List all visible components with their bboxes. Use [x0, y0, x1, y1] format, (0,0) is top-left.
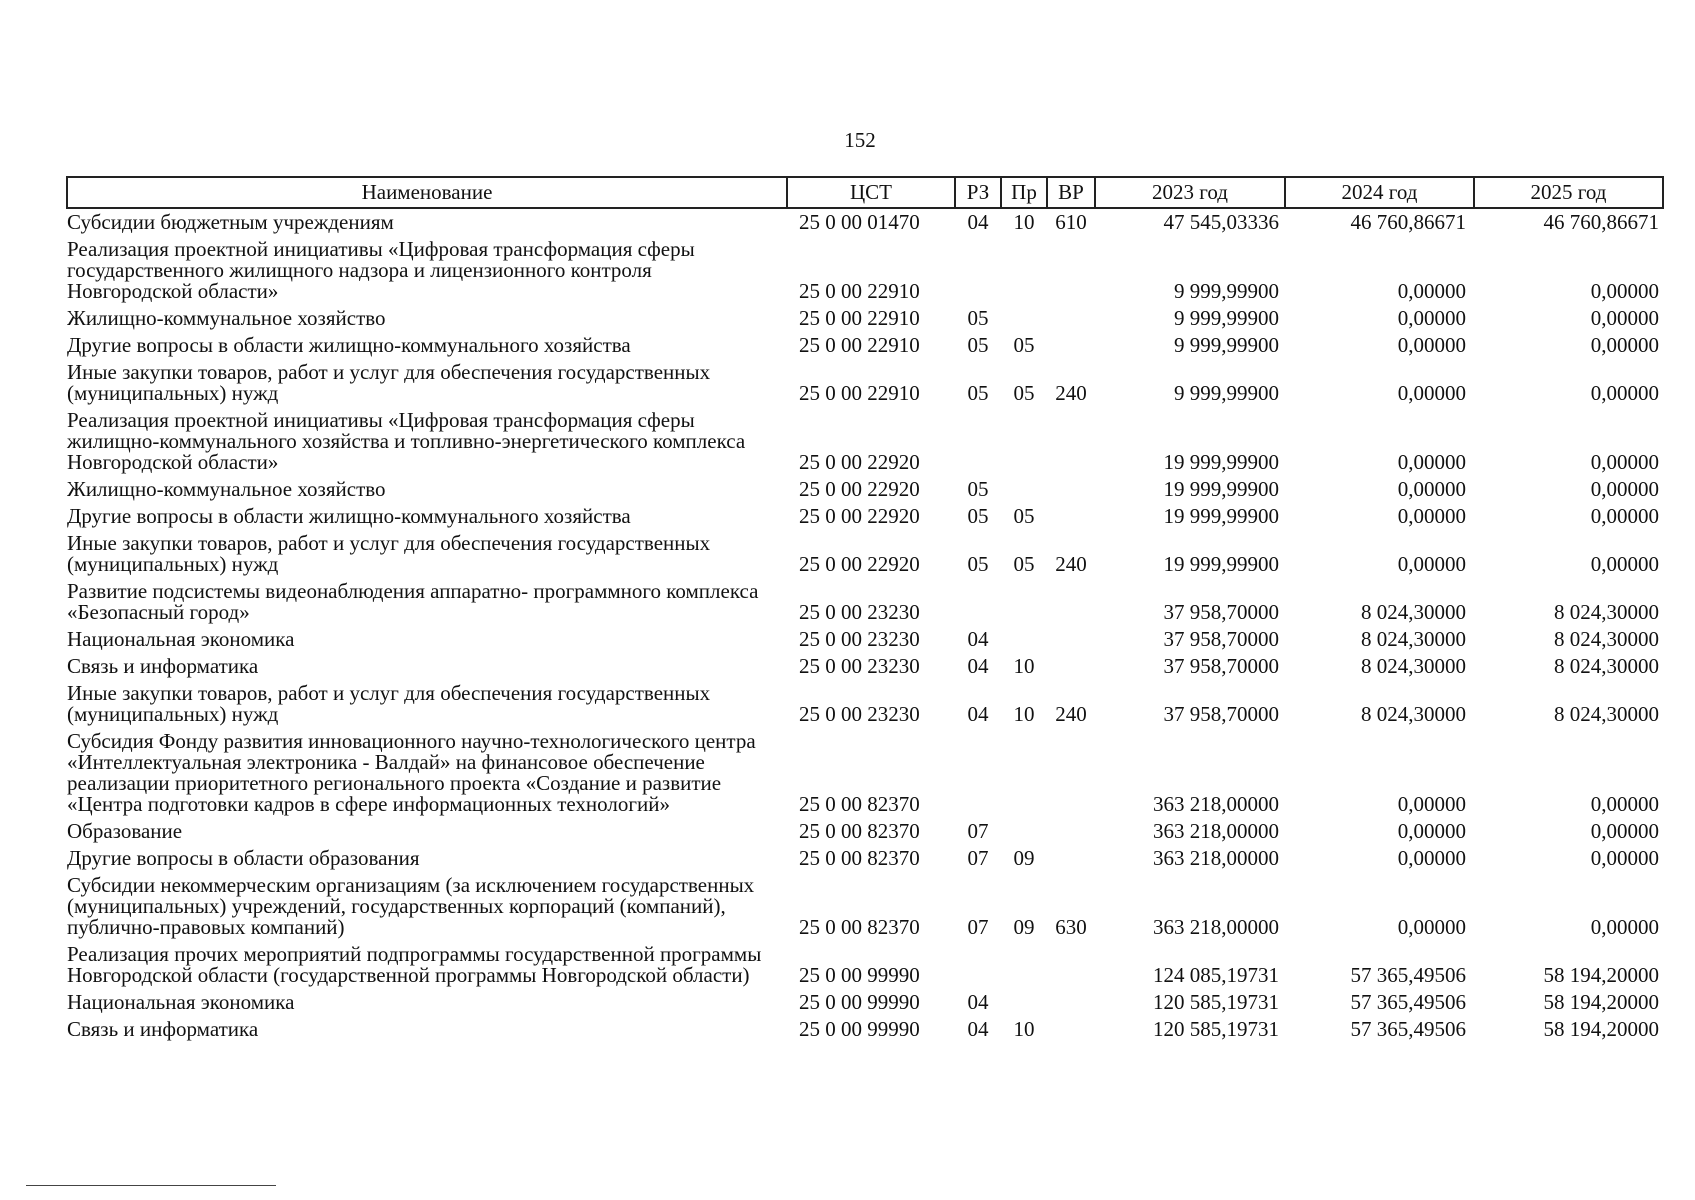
- table-header: [67, 177, 1663, 208]
- cell-rz: [955, 578, 1001, 626]
- cell-2023: 37 958,70000: [1163, 627, 1279, 651]
- table-row: [67, 989, 1663, 1016]
- cell-2023: 9 999,99900: [1174, 279, 1279, 303]
- cell-2024: 0,00000: [1397, 846, 1466, 870]
- table-row: [67, 872, 1663, 941]
- table-row: [67, 626, 1663, 653]
- cell-2023: 363 218,00000: [1153, 915, 1279, 939]
- cell-vr: [1047, 989, 1095, 1016]
- cell-2025: 0,00000: [1590, 306, 1659, 330]
- cell-vr: [1047, 728, 1095, 818]
- table-row: [67, 407, 1663, 476]
- cell-2025: 0,00000: [1590, 792, 1659, 816]
- cell-2024: 46 760,86671: [1350, 210, 1466, 234]
- cell-2024: 57 365,49506: [1350, 990, 1466, 1014]
- cell-2025: 0,00000: [1590, 279, 1659, 303]
- cell-vr: 630: [1055, 915, 1087, 939]
- cell-cst: 25 0 00 22910: [799, 333, 920, 357]
- cell-vr: [1047, 653, 1095, 680]
- cell-2025: 0,00000: [1590, 333, 1659, 357]
- cell-2025: 8 024,30000: [1554, 702, 1659, 726]
- cell-2024: 8 024,30000: [1361, 702, 1466, 726]
- cell-2023: 37 958,70000: [1163, 702, 1279, 726]
- cell-cst: 25 0 00 99990: [799, 990, 920, 1014]
- cell-2023: 363 218,00000: [1153, 792, 1279, 816]
- table-row: [67, 845, 1663, 872]
- header-2024: 2024 год: [1285, 177, 1474, 208]
- table-row: [67, 476, 1663, 503]
- cell-name: Иные закупки товаров, работ и услуг для обеспечения государственных (муниципальных) нужд: [67, 681, 711, 726]
- cell-pr: 10: [1013, 210, 1035, 234]
- cell-rz: 04: [967, 210, 989, 234]
- cell-cst: 25 0 00 22920: [799, 552, 920, 576]
- table-row: [67, 359, 1663, 407]
- cell-vr: [1047, 236, 1095, 305]
- page-number: 152: [844, 128, 876, 152]
- cell-rz: 04: [967, 1017, 989, 1041]
- cell-2024: 0,00000: [1397, 306, 1466, 330]
- cell-2023: 37 958,70000: [1163, 654, 1279, 678]
- cell-2024: 0,00000: [1397, 477, 1466, 501]
- cell-pr: [1001, 305, 1047, 332]
- cell-pr: 05: [1013, 381, 1035, 405]
- cell-cst: 25 0 00 22910: [799, 381, 920, 405]
- cell-2023: 120 585,19731: [1153, 1017, 1279, 1041]
- cell-vr: 240: [1055, 552, 1087, 576]
- cell-cst: 25 0 00 22910: [799, 306, 920, 330]
- cell-2023: 363 218,00000: [1153, 819, 1279, 843]
- cell-2023: 363 218,00000: [1153, 846, 1279, 870]
- cell-2024: 0,00000: [1397, 333, 1466, 357]
- cell-cst: 25 0 00 82370: [799, 915, 920, 939]
- cell-name: Развитие подсистемы видеонаблюдения аппаратно- программного комплекса «Безопасный город»: [67, 579, 759, 624]
- cell-name: Национальная экономика: [67, 990, 295, 1014]
- cell-rz: 07: [967, 915, 989, 939]
- cell-name: Реализация проектной инициативы «Цифровая трансформация сферы жилищно-коммунального хозяйства и топливно-энергетического комплекса Новгородской области»: [67, 408, 746, 474]
- cell-rz: 05: [967, 381, 989, 405]
- table-row: [67, 503, 1663, 530]
- cell-pr: [1001, 989, 1047, 1016]
- cell-2024: 8 024,30000: [1361, 627, 1466, 651]
- cell-name: Другие вопросы в области жилищно-коммунального хозяйства: [67, 333, 631, 357]
- table-row: [67, 578, 1663, 626]
- cell-vr: 610: [1055, 210, 1087, 234]
- cell-cst: 25 0 00 23230: [799, 627, 920, 651]
- cell-pr: [1001, 578, 1047, 626]
- cell-pr: [1001, 818, 1047, 845]
- cell-2025: 8 024,30000: [1554, 627, 1659, 651]
- cell-rz: 07: [967, 819, 989, 843]
- cell-cst: 25 0 00 99990: [799, 1017, 920, 1041]
- cell-name: Иные закупки товаров, работ и услуг для обеспечения государственных (муниципальных) нужд: [67, 360, 711, 405]
- table-row: [67, 332, 1663, 359]
- cell-name: Реализация проектной инициативы «Цифровая трансформация сферы государственного жилищного надзора и лицензионного контроля Новгородской области»: [67, 237, 695, 303]
- header-rz: РЗ: [955, 177, 1001, 208]
- cell-name: Субсидии бюджетным учреждениям: [67, 210, 394, 234]
- cell-rz: 05: [967, 552, 989, 576]
- cell-cst: 25 0 00 82370: [799, 819, 920, 843]
- cell-2024: 57 365,49506: [1350, 1017, 1466, 1041]
- cell-cst: 25 0 00 23230: [799, 654, 920, 678]
- header-pr: Пр: [1001, 177, 1047, 208]
- cell-cst: 25 0 00 82370: [799, 846, 920, 870]
- cell-rz: 04: [967, 627, 989, 651]
- cell-2024: 0,00000: [1397, 504, 1466, 528]
- cell-pr: [1001, 236, 1047, 305]
- cell-2023: 9 999,99900: [1174, 381, 1279, 405]
- cell-rz: 05: [967, 306, 989, 330]
- cell-vr: [1047, 1016, 1095, 1043]
- cell-2024: 0,00000: [1397, 915, 1466, 939]
- cell-pr: 09: [1013, 846, 1035, 870]
- cell-name: Иные закупки товаров, работ и услуг для обеспечения государственных (муниципальных) нужд: [67, 531, 711, 576]
- cell-pr: 05: [1013, 333, 1035, 357]
- cell-rz: [955, 728, 1001, 818]
- cell-cst: 25 0 00 23230: [799, 600, 920, 624]
- cell-name: Жилищно-коммунальное хозяйство: [67, 306, 386, 330]
- cell-2023: 124 085,19731: [1153, 963, 1279, 987]
- cell-cst: 25 0 00 22920: [799, 477, 920, 501]
- header-row: [67, 177, 1663, 208]
- cell-name: Жилищно-коммунальное хозяйство: [67, 477, 386, 501]
- cell-2025: 0,00000: [1590, 915, 1659, 939]
- cell-2023: 19 999,99900: [1163, 477, 1279, 501]
- cell-rz: 05: [967, 333, 989, 357]
- cell-2023: 19 999,99900: [1163, 504, 1279, 528]
- table-row: [67, 653, 1663, 680]
- cell-2024: 8 024,30000: [1361, 600, 1466, 624]
- table-row: [67, 818, 1663, 845]
- cell-name: Связь и информатика: [67, 654, 259, 678]
- table-row: [67, 530, 1663, 578]
- cell-pr: 10: [1013, 702, 1035, 726]
- table-row: [67, 680, 1663, 728]
- cell-vr: 240: [1055, 702, 1087, 726]
- cell-rz: [955, 941, 1001, 989]
- cell-2025: 8 024,30000: [1554, 654, 1659, 678]
- cell-cst: 25 0 00 22910: [799, 279, 920, 303]
- cell-cst: 25 0 00 23230: [799, 702, 920, 726]
- cell-rz: [955, 407, 1001, 476]
- header-vr: ВР: [1047, 177, 1095, 208]
- cell-rz: [955, 236, 1001, 305]
- cell-2024: 0,00000: [1397, 450, 1466, 474]
- table-row: [67, 728, 1663, 818]
- cell-rz: 05: [967, 477, 989, 501]
- cell-2025: 58 194,20000: [1543, 1017, 1659, 1041]
- cell-vr: [1047, 476, 1095, 503]
- cell-2024: 0,00000: [1397, 381, 1466, 405]
- cell-cst: 25 0 00 22920: [799, 504, 920, 528]
- cell-pr: [1001, 941, 1047, 989]
- cell-2023: 19 999,99900: [1163, 450, 1279, 474]
- table-body: [67, 208, 1663, 1043]
- cell-cst: 25 0 00 82370: [799, 792, 920, 816]
- cell-pr: 10: [1013, 1017, 1035, 1041]
- cell-rz: 07: [967, 846, 989, 870]
- cell-name: Национальная экономика: [67, 627, 295, 651]
- cell-cst: 25 0 00 99990: [799, 963, 920, 987]
- cell-pr: 10: [1013, 654, 1035, 678]
- cell-vr: [1047, 305, 1095, 332]
- cell-rz: 04: [967, 702, 989, 726]
- cell-cst: 25 0 00 22920: [799, 450, 920, 474]
- table-row: [67, 1016, 1663, 1043]
- cell-name: Образование: [67, 819, 183, 843]
- cell-2023: 37 958,70000: [1163, 600, 1279, 624]
- cell-name: Другие вопросы в области образования: [67, 846, 420, 870]
- cell-rz: 04: [967, 654, 989, 678]
- budget-table: [66, 176, 1664, 1043]
- cell-2025: 0,00000: [1590, 381, 1659, 405]
- cell-pr: [1001, 476, 1047, 503]
- table-row: [67, 941, 1663, 989]
- cell-2023: 47 545,03336: [1163, 210, 1279, 234]
- cell-vr: [1047, 407, 1095, 476]
- cell-vr: [1047, 626, 1095, 653]
- cell-2023: 9 999,99900: [1174, 306, 1279, 330]
- cell-2024: 0,00000: [1397, 279, 1466, 303]
- cell-vr: [1047, 818, 1095, 845]
- cell-pr: [1001, 407, 1047, 476]
- cell-name: Субсидии некоммерческим организациям (за исключением государственных (муниципальных) учреждений, государственных корпораций (компаний), публично-правовых компаний): [67, 873, 755, 939]
- cell-vr: [1047, 578, 1095, 626]
- cell-2023: 120 585,19731: [1153, 990, 1279, 1014]
- header-name: Наименование: [67, 177, 787, 208]
- cell-pr: 09: [1013, 915, 1035, 939]
- cell-pr: 05: [1013, 552, 1035, 576]
- cell-2025: 0,00000: [1590, 846, 1659, 870]
- cell-rz: 04: [967, 990, 989, 1014]
- cell-vr: [1047, 845, 1095, 872]
- footnote-rule: [26, 1185, 276, 1186]
- cell-2025: 46 760,86671: [1543, 210, 1659, 234]
- cell-pr: 05: [1013, 504, 1035, 528]
- cell-2025: 0,00000: [1590, 819, 1659, 843]
- cell-pr: [1001, 626, 1047, 653]
- table-row: [67, 236, 1663, 305]
- header-2025: 2025 год: [1474, 177, 1663, 208]
- cell-name: Субсидия Фонду развития инновационного научно-технологического центра «Интеллектуальная электроника - Валдай» на финансовое обеспечение реализации приоритетного регионального проекта «Создание и развитие «Центра подготовки кадров в сфере информационных технологий»: [67, 729, 756, 816]
- cell-2024: 8 024,30000: [1361, 654, 1466, 678]
- table-row: [67, 305, 1663, 332]
- cell-2024: 0,00000: [1397, 819, 1466, 843]
- header-cst: ЦСТ: [787, 177, 955, 208]
- cell-vr: [1047, 503, 1095, 530]
- cell-2023: 9 999,99900: [1174, 333, 1279, 357]
- budget-table-container: [66, 176, 1662, 1043]
- cell-rz: 05: [967, 504, 989, 528]
- table-row: [67, 208, 1663, 236]
- cell-name: Другие вопросы в области жилищно-коммунального хозяйства: [67, 504, 631, 528]
- cell-2025: 58 194,20000: [1543, 990, 1659, 1014]
- cell-2025: 0,00000: [1590, 477, 1659, 501]
- cell-2024: 0,00000: [1397, 552, 1466, 576]
- cell-2025: 0,00000: [1590, 450, 1659, 474]
- cell-2025: 58 194,20000: [1543, 963, 1659, 987]
- cell-2025: 0,00000: [1590, 552, 1659, 576]
- header-2023: 2023 год: [1095, 177, 1285, 208]
- cell-name: Связь и информатика: [67, 1017, 259, 1041]
- cell-cst: 25 0 00 01470: [799, 210, 920, 234]
- cell-2025: 8 024,30000: [1554, 600, 1659, 624]
- cell-vr: 240: [1055, 381, 1087, 405]
- cell-2024: 57 365,49506: [1350, 963, 1466, 987]
- cell-vr: [1047, 941, 1095, 989]
- cell-vr: [1047, 332, 1095, 359]
- cell-2024: 0,00000: [1397, 792, 1466, 816]
- cell-2023: 19 999,99900: [1163, 552, 1279, 576]
- cell-pr: [1001, 728, 1047, 818]
- cell-name: Реализация прочих мероприятий подпрограммы государственной программы Новгородской области (государственной программы Новгородской области): [67, 942, 762, 987]
- cell-2025: 0,00000: [1590, 504, 1659, 528]
